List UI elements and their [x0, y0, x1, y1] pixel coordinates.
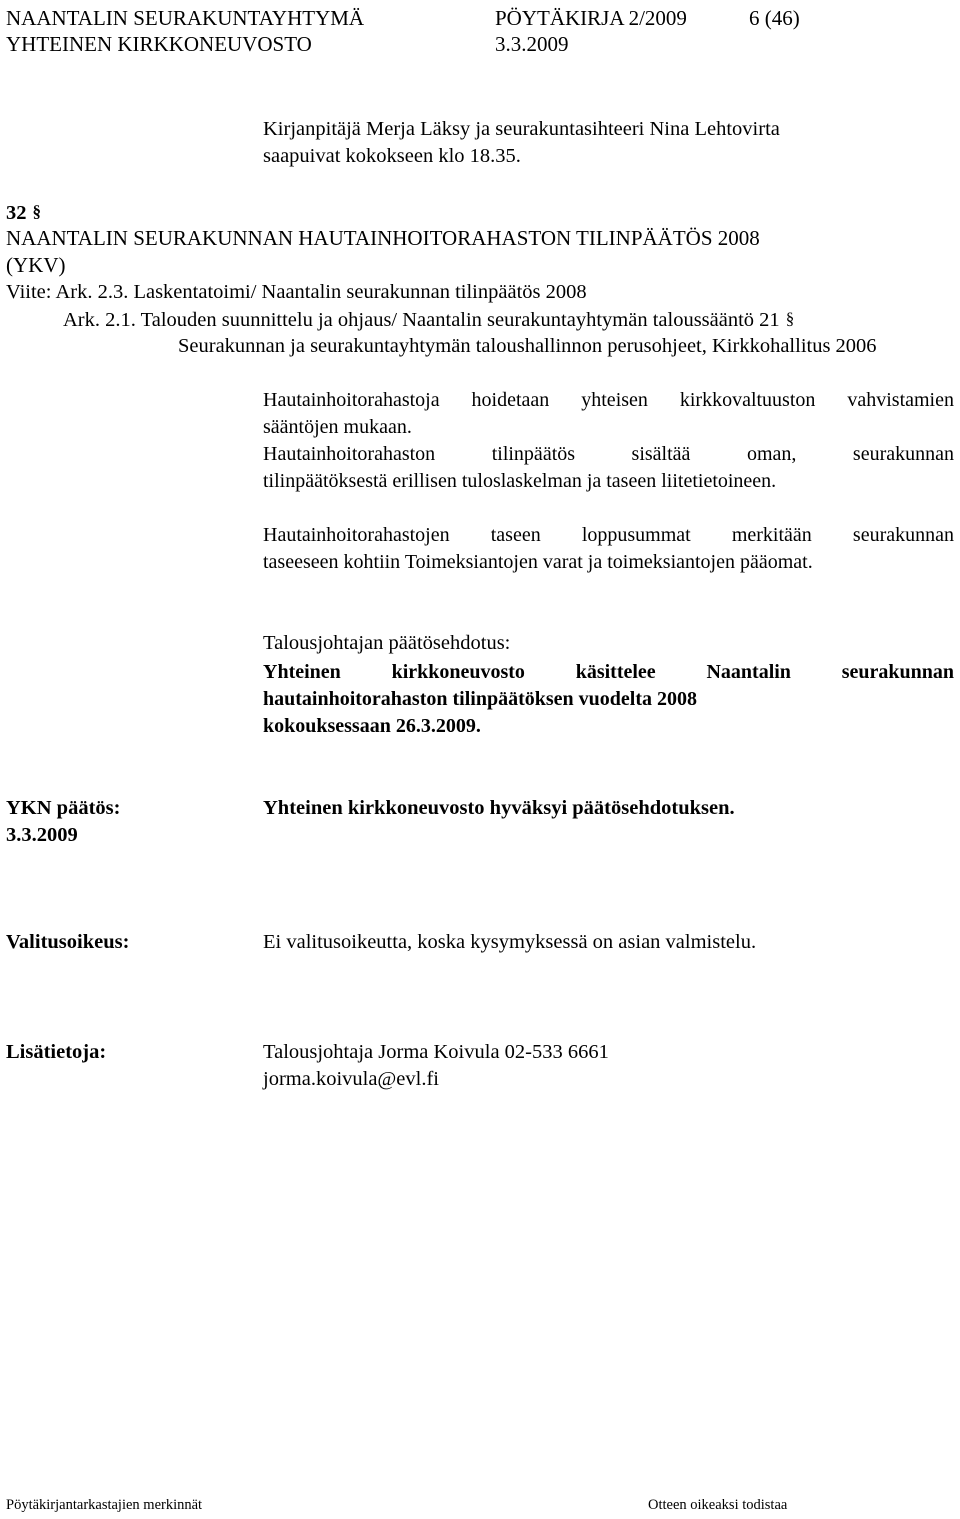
paragraph-2-line-2: tilinpäätöksestä erillisen tuloslaskelman ja taseen liitetietoineen. [263, 470, 777, 492]
section-symbol-icon: § [32, 202, 41, 221]
footer-right: Otteen oikeaksi todistaa [648, 1497, 788, 1513]
proposal-line-3: kokouksessaan 26.3.2009. [263, 715, 481, 737]
section-number-value: 32 [6, 202, 27, 224]
arrival-line-1: Kirjanpitäjä Merja Läksy ja seurakuntasihteeri Nina Lehtovirta [263, 118, 780, 140]
paragraph-3 [263, 522, 954, 576]
proposal-line-1: Yhteinen kirkkoneuvosto käsittelee Naantalin seurakunnan [263, 661, 954, 683]
header-body-name: YHTEINEN KIRKKONEUVOSTO [6, 32, 312, 56]
header-page-number: 6 (46) [749, 6, 800, 30]
section-title-line-1: NAANTALIN SEURAKUNNAN HAUTAINHOITORAHASTON TILINPÄÄTÖS 2008 [6, 226, 760, 250]
info-email[interactable]: jorma.koivula@evl.fi [263, 1068, 440, 1090]
decision-date: 3.3.2009 [6, 824, 78, 846]
header-date: 3.3.2009 [495, 32, 569, 56]
appeal-text: Ei valitusoikeutta, koska kysymyksessä on asian valmistelu. [263, 931, 757, 953]
proposal-label: Talousjohtajan päätösehdotus: [263, 632, 511, 654]
decision-text: Yhteinen kirkkoneuvosto hyväksyi päätösehdotuksen. [263, 797, 735, 819]
reference-2-text: Ark. 2.1. Talouden suunnittelu ja ohjaus/ Naantalin seurakuntayhtymän taloussääntö 21 [63, 309, 780, 331]
paragraph-2-line-1: Hautainhoitorahaston tilinpäätös sisältää oman, seurakunnan [263, 443, 954, 465]
info-contact: Talousjohtaja Jorma Koivula 02-533 6661 [263, 1041, 609, 1063]
reference-1: Viite: Ark. 2.3. Laskentatoimi/ Naantalin seurakunnan tilinpäätös 2008 [6, 281, 587, 303]
header-document-number: PÖYTÄKIRJA 2/2009 [495, 6, 687, 30]
footer-left: Pöytäkirjantarkastajien merkinnät [6, 1497, 203, 1513]
appeal-label: Valitusoikeus: [6, 931, 130, 953]
arrival-line-2: saapuivat kokokseen klo 18.35. [263, 145, 521, 167]
proposal-line-2: hautainhoitorahaston tilinpäätöksen vuodelta 2008 [263, 688, 697, 710]
info-label: Lisätietoja: [6, 1041, 107, 1063]
reference-2-symbol-icon: § [785, 309, 795, 328]
paragraph-1-line-1: Hautainhoitorahastoja hoidetaan yhteisen kirkkovaltuuston vahvistamien [263, 389, 954, 411]
reference-3: Seurakunnan ja seurakuntayhtymän taloushallinnon perusohjeet, Kirkkohallitus 2006 [178, 335, 877, 357]
proposal-text [263, 659, 954, 740]
decision-label: YKN päätös: [6, 797, 121, 819]
reference-2 [63, 306, 794, 333]
paragraph-3-line-2: taseeseen kohtiin Toimeksiantojen varat ja toimeksiantojen pääomat. [263, 551, 813, 573]
paragraph-1-line-2: sääntöjen mukaan. [263, 416, 412, 438]
paragraph-2 [263, 441, 954, 495]
section-number [6, 199, 41, 226]
section-title-line-2: (YKV) [6, 253, 66, 277]
header-organization: NAANTALIN SEURAKUNTAYHTYMÄ [6, 6, 365, 30]
paragraph-3-line-1: Hautainhoitorahastojen taseen loppusummat merkitään seurakunnan [263, 524, 954, 546]
paragraph-1 [263, 387, 954, 441]
